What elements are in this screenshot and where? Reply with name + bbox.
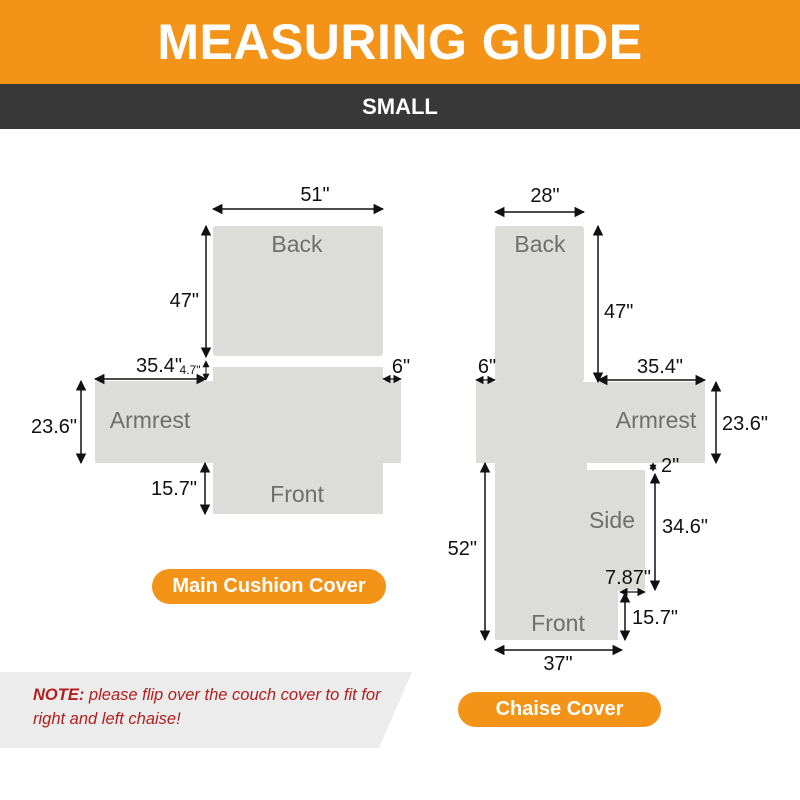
- flip-note: [33, 683, 403, 731]
- main-cover-diagram: [31, 184, 410, 514]
- main-part-back: Back: [271, 231, 323, 257]
- main-arm-height-label: 23.6": [30, 416, 77, 438]
- chaise-notch-label: 7.87": [604, 567, 652, 589]
- chaise-total-height-label: 52": [447, 538, 477, 560]
- chaise-tab-label: 6": [477, 356, 497, 378]
- chaise-cover-label: Chaise Cover: [458, 692, 661, 727]
- main-part-front: Front: [270, 481, 324, 507]
- page-title: MEASURING GUIDE: [157, 14, 643, 70]
- main-body-panel: [95, 367, 401, 514]
- chaise-arm-width-label: 35.4": [636, 356, 684, 378]
- chaise-front-height-label: 15.7": [632, 607, 679, 629]
- main-width-label: 51": [300, 184, 330, 206]
- chaise-part-back: Back: [514, 231, 566, 257]
- chaise-back-width-label: 28": [530, 185, 560, 207]
- chaise-bottom-width-label: 37": [543, 653, 573, 675]
- main-tab-label: 6": [391, 356, 411, 378]
- main-back-height-label: 47": [169, 290, 199, 312]
- note-prefix: NOTE:: [33, 686, 85, 704]
- main-cover-label: Main Cushion Cover: [152, 569, 386, 604]
- main-arm-width-label: 35.4": [135, 355, 183, 377]
- main-part-armrest: Armrest: [109, 407, 191, 433]
- size-title: SMALL: [362, 93, 438, 119]
- chaise-cover-diagram: [448, 185, 768, 675]
- main-front-height-label: 15.7": [150, 478, 197, 500]
- chaise-part-front: Front: [531, 610, 585, 636]
- chaise-side-height-label: 34.6": [662, 516, 709, 538]
- main-gap-label: 4.7": [179, 363, 201, 377]
- chaise-slit-label: 2": [661, 455, 680, 477]
- chaise-part-side: Side: [588, 507, 636, 533]
- note-text: please flip over the couch cover to fit for right and left chaise!: [33, 686, 381, 728]
- chaise-arm-height-label: 23.6": [722, 413, 769, 435]
- chaise-back-height-label: 47": [604, 301, 634, 323]
- chaise-part-armrest: Armrest: [615, 407, 697, 433]
